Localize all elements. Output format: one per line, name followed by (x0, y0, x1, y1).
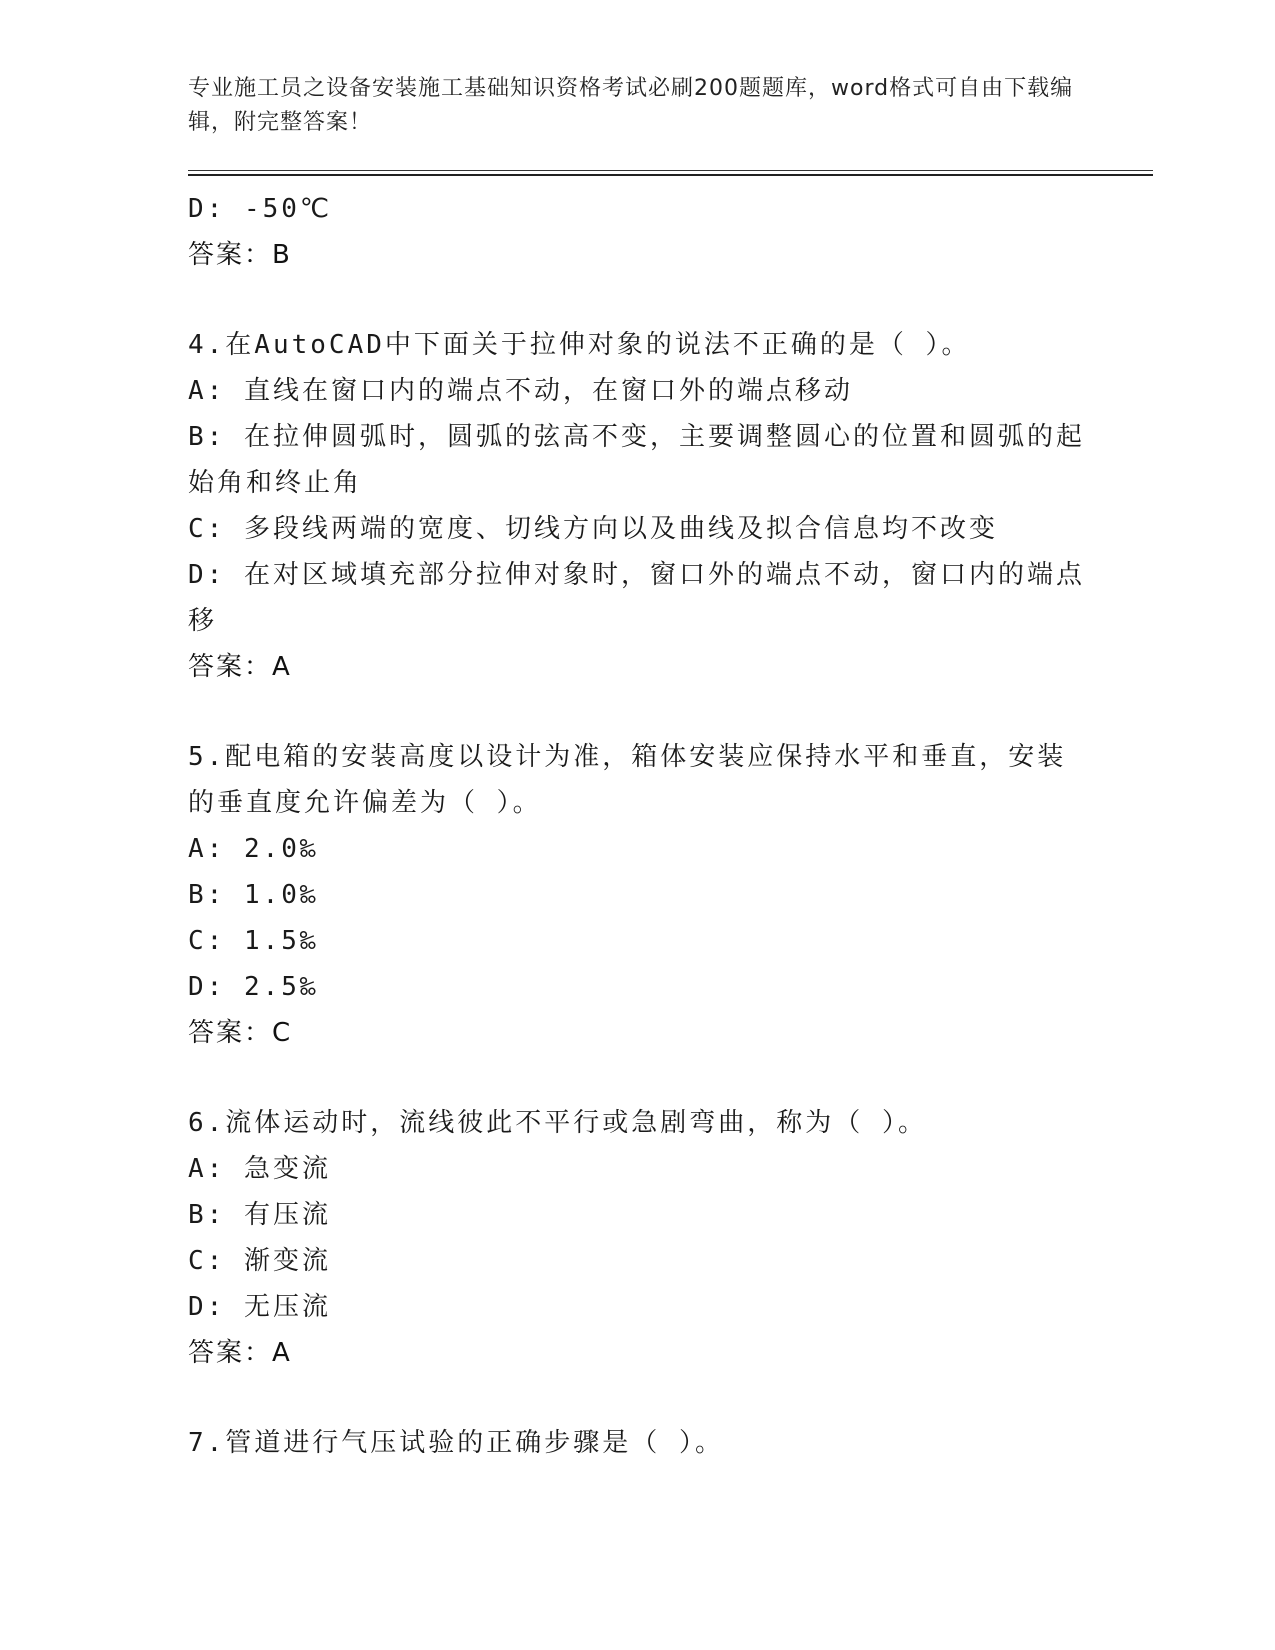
q5-option-b: B: 1.0‰ (188, 880, 319, 910)
q3-option-d: D: -50℃ (188, 194, 333, 224)
q6-option-d: D: 无压流 (188, 1292, 331, 1322)
q4-option-d: D: 在对区域填充部分拉伸对象时，窗口外的端点不动，窗口内的端点移 (188, 560, 1085, 636)
q6-option-c: C: 渐变流 (188, 1246, 331, 1276)
q3-answer: 答案：B (188, 240, 292, 270)
question-5 (188, 734, 1088, 1056)
q5-answer: 答案：C (188, 1018, 293, 1048)
spacer (188, 278, 1088, 322)
question-6 (188, 1100, 1088, 1376)
q6-option-a: A: 急变流 (188, 1154, 331, 1184)
spacer (188, 1056, 1088, 1100)
header-rule-thin (188, 170, 1153, 171)
question-7 (188, 1420, 1088, 1466)
q5-stem: 5.配电箱的安装高度以设计为准，箱体安装应保持水平和垂直，安装的垂直度允许偏差为（ ）。 (188, 742, 1067, 818)
q5-option-d: D: 2.5‰ (188, 972, 319, 1002)
q6-answer: 答案：A (188, 1338, 292, 1368)
q5-option-c: C: 1.5‰ (188, 926, 319, 956)
spacer (188, 690, 1088, 734)
q4-answer: 答案：A (188, 652, 292, 682)
header-rule-thick (188, 174, 1153, 176)
q4-option-c: C: 多段线两端的宽度、切线方向以及曲线及拟合信息均不改变 (188, 514, 998, 544)
document-body (188, 186, 1088, 1466)
q4-stem: 4.在AutoCAD中下面关于拉伸对象的说法不正确的是（ ）。 (188, 330, 971, 360)
spacer (188, 1376, 1088, 1420)
question-3-tail (188, 186, 1088, 278)
question-4 (188, 322, 1088, 690)
q6-option-b: B: 有压流 (188, 1200, 331, 1230)
q5-option-a: A: 2.0‰ (188, 834, 319, 864)
q7-stem: 7.管道进行气压试验的正确步骤是（ ）。 (188, 1428, 724, 1458)
document-header: 专业施工员之设备安装施工基础知识资格考试必刷200题题库，word格式可自由下载编辑，附完整答案！ (188, 76, 1074, 135)
q6-stem: 6.流体运动时，流线彼此不平行或急剧弯曲，称为（ ）。 (188, 1108, 927, 1138)
q4-option-a: A: 直线在窗口内的端点不动，在窗口外的端点移动 (188, 376, 853, 406)
q4-option-b: B: 在拉伸圆弧时，圆弧的弦高不变，主要调整圆心的位置和圆弧的起始角和终止角 (188, 422, 1085, 498)
